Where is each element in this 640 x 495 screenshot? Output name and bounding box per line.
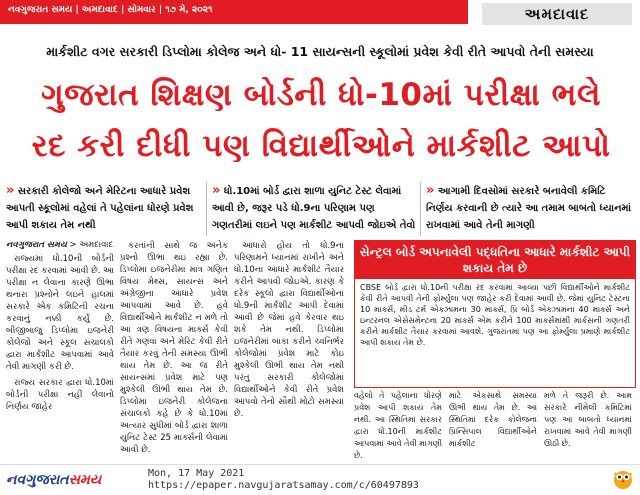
footer	[0, 464, 640, 495]
paragraph: કરતાંની સાથે જ અનેક પ્રશ્નો ઊભા થઇ રહ્યા છે. ડિપ્લોમા ઇજનેરીમાં માત્ર ગણિત વિષય મેથ્સ, સાયન્સ અને અંગ્રેજીના આધારે પ્રવેશ આપવામાં આવે છે. હવે વિદ્યાર્થીઓને માર્કશીટ ન મળે તો આ ત્રણ વિષયના માર્ક્સ કેવી રીતે ગણવા અને મેરિટ કેવી રીતે તૈયાર કરવું તેની સમસ્યા ઊભી થાય તેમ છે. આ જ રીતે સાયન્સમાં પ્રવેશ માટે પણ મુશ્કેલી ઊભી થાય તેમ છે. ડિપ્લોમા ઇજનેરી કોલેજના સંચાલકો કહે છે કે ધો.10માં અત્યાર સુધીમાં બોર્ડ દ્વારા શાળા યુનિટ ટેસ્ટ 25 માર્ક્સની લેવામાં આવી છે.	[120, 241, 228, 455]
bullet-point-1	[6, 182, 202, 236]
masthead-meta: નવગુજરાત સમય | અમદાવાદ | સોમવાર | ૧૭ મે, ૨૦૨૧	[8, 5, 213, 15]
paragraph: રાજ્યમાં ધો.10ની બોર્ડની પરીક્ષા રદ કરવામાં આવી છે. આ પરીક્ષા ન લેવાના કારણે ઊભા થનારા પ્રશ્નોને લઇને હાલમાં સરકારે એક કમિટિની રચના કરવાનું નક્કી કર્યું છે. બીજીબાજુ ડિપ્લોમા ઇજનેરી કોલેજો અને સ્કૂલ સંચાલકો દ્વારા માર્કશીટ આપવામાં આવે તેવી માગણી કરી છે.	[6, 254, 114, 372]
paragraph: રાજ્ય સરકાર દ્વારા ધો.10માં બોર્ડની પરીક્ષા નહીં લેવાનો નિર્ણય જાહેર	[6, 378, 114, 412]
owl-icon	[612, 466, 634, 490]
lower-column-3: મળે તે જરૂરી છે. આમ સરકારે નીમેલી કમિટિમાં પણ આ બાબતો ધ્યાનમાં રાખવામાં આવે તેવી માગણી ઊઠી છે.	[544, 391, 632, 448]
city-name: અમદાવાદ	[482, 3, 632, 25]
column-divider	[206, 182, 207, 236]
headline-line-1: ગુજરાત શિક્ષણ બોર્ડની ધો-10માં પરીક્ષા ભલે	[41, 77, 601, 113]
footer-date: Mon, 17 May 2021	[148, 468, 245, 479]
column-divider	[420, 182, 421, 236]
footer-logo	[6, 472, 101, 488]
article-column-3	[234, 240, 344, 462]
bullet-quote-icon: »	[6, 183, 15, 198]
bullet-point-3	[426, 182, 634, 236]
bullet-text: ધો.10માં બોર્ડ દ્વારા શાળા યુનિટ ટેસ્ટ લેવામાં આવી છે, જરૂર પડે ધો.9ના પરિણામ પણ ગણતરીમાં લઇને પણ માર્કશીટ આપવી જોઇએ તેવો	[212, 186, 416, 231]
city-tab	[468, 0, 640, 31]
sidebar-box	[354, 240, 636, 388]
article-column-1	[6, 253, 114, 462]
footer-meta	[148, 468, 419, 492]
byline	[6, 240, 113, 250]
bullet-text: આગામી દિવસોમાં સરકારે બનાવેલી કમિટિ નિર્ણય કરવાની છે ત્યારે આ તમામ બાબતો ધ્યાનમાં રાખવામાં આવે તેની માગણી	[426, 186, 632, 231]
sidebar-box-body: CBSE બોર્ડ દ્વારા ધો.10ની પરીક્ષા રદ કરવામાં આવ્યા પછી વિદ્યાર્થીઓને માર્કશીટ કેવી રીતે આપવી તેની ફોર્મ્યુલા પણ જાહેર કરી દેવામાં આવી છે. જેમાં યુનિટ ટેસ્ટના 10 માર્ક્સ, મીડ ટર્મ એક્ઝામના 30 માર્ક્સ, પ્રિ બોર્ડ એક્ઝામના 40 માર્ક્સ અને ઇન્ટરનલ એસેસમેન્ટના 20 માર્ક્સ એમ કરીને 100 માર્ક્સમાંથી માર્કસની ગણતરી કરીને માર્કશીટ તૈયાર કરવામાં આવશે. ગુજરાતમાં પણ આ ફોર્મ્યુલા પ્રમાણે માર્કશીટ આપી શકાય તેમ છે.	[360, 283, 630, 347]
sidebar-box-title: સેન્ટ્રલ બોર્ડ અપનાવેલી પદ્ધતિના આધારે માર્કશીટ આપી શકાય તેમ છે	[355, 241, 635, 279]
lower-column-2: માટે એકસાથે સમસ્યા ઊભી થાય તેમ છે. આ સ્થિતિમાં દરેક કોલેજના પ્રિન્સિપાલ વિદ્યાર્થીઓને માર્કશીટ	[449, 391, 537, 448]
kicker-headline: માર્કશીટ વગર સરકારી ડિપ્લોમા કોલેજ અને ધો- 11 સાયન્સની સ્કૂલોમાં પ્રવેશ કેવી રીતે આપવો તેની સમસ્યા	[46, 44, 594, 59]
headline-line-2: રદ કરી દીધી પણ વિદ્યાર્થીઓને માર્કશીટ આપો	[31, 128, 611, 164]
byline-place: અમદાવાદ	[79, 240, 114, 250]
bullet-quote-icon: »	[426, 183, 435, 198]
bullet-text: સરકારી કોલેજો અને મેરિટના આધારે પ્રવેશ આપતી સ્કૂલોમાં વહેલાં તે પહેલાંના ધોરણે પ્રવેશ આપી શકાય તેમ નથી	[6, 186, 194, 231]
bullet-point-2	[212, 182, 416, 236]
paragraph: આધારો હોય તો ધો.9ના પરિણામને ધ્યાનમાં રાખીને અને ધો.10ના આધારે માર્કશીટ તૈયાર કરીને આપવી જોઇએ. કારણ કે દરેક સ્કૂલો દ્વારા વિદ્યાર્થીઓના ધો.9ની માર્કશીટ આપી દેવામાં આવી છે જેમાં હવે કેરવાર થઇ શકે તેમ નથી. ડિપ્લોમા ઇજનેરીમાં બાકા કરીને ચ્વનિર્ભર કોલેજોમાં પ્રવેશ માટે કોઇ મુશ્કેલી ઊભી થાય તેમ નથી પરંતુ સરકારી કોલેજોમાં વિદ્યાર્થીઓને કેવી રીતે પ્રવેશ આપવો તેનો સૌથી મોટો સમસ્યા છે.	[234, 241, 344, 419]
footer-logo-accent: સમય	[68, 472, 102, 488]
lower-column-1: વહેલો તે પહેલાના ધોરણે પ્રવેશ આપી શકાય તેમ નથી. આ સ્થિતિમાં સરકાર દ્વારા ધો.10ની માર્કશીટ આપવામાં આવે તેવી માગણી છે.	[354, 391, 442, 460]
byline-publication: નવગુજરાત સમય	[6, 240, 67, 250]
bullet-quote-icon: »	[212, 183, 221, 198]
byline-separator: >	[69, 240, 80, 250]
footer-logo-main: નવગુજરાત	[6, 472, 69, 488]
lower-columns	[354, 390, 634, 462]
footer-url[interactable]: https://epaper.navgujaratsamay.com/c/60497893	[148, 480, 419, 491]
article-column-2	[120, 240, 228, 462]
